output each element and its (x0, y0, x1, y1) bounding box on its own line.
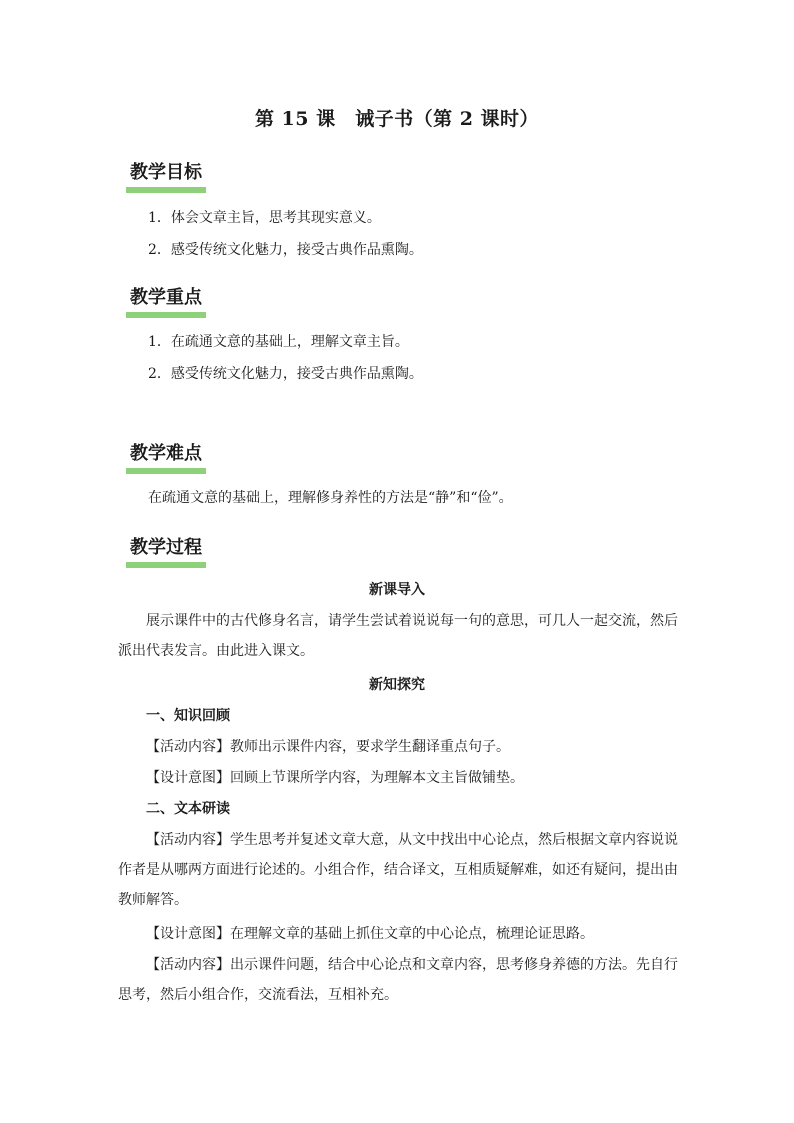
part1-design: 【设计意图】回顾上节课所学内容，为理解本文主旨做铺垫。 (146, 770, 524, 786)
key-point-item-2: 2．感受传统文化魅力，接受古典作品熏陶。 (148, 366, 423, 382)
difficulties-text: 在疏通文意的基础上，理解修身养性的方法是“静”和“俭”。 (148, 490, 513, 506)
intro-title: 新课导入 (369, 582, 425, 598)
lesson-title: 第 15 课 诫子书（第 2 课时） (254, 108, 540, 130)
difficulties-heading: 教学难点 (126, 441, 206, 474)
part2-design-1: 【设计意图】在理解文章的基础上抓住文章的中心论点，梳理论证思路。 (146, 926, 594, 942)
key-points-heading: 教学重点 (126, 285, 206, 318)
part2-activity-2: 【活动内容】出示课件问题，结合中心论点和文章内容，思考修身养德的方法。先自行思考，然后小组合作，交流看法，互相补充。 (118, 957, 678, 1003)
part1-activity: 【活动内容】教师出示课件内容，要求学生翻译重点句子。 (146, 739, 510, 755)
objectives-heading: 教学目标 (126, 160, 206, 193)
key-point-item-1: 1．在疏通文意的基础上，理解文章主旨。 (148, 334, 409, 350)
objective-item-2: 2．感受传统文化魅力，接受古典作品熏陶。 (148, 242, 423, 258)
intro-paragraph: 展示课件中的古代修身名言，请学生尝试着说说每一句的意思，可几人一起交流，然后派出代表发言。由此进入课文。 (118, 613, 678, 659)
part2-title: 二、文本研读 (146, 801, 230, 817)
explore-title: 新知探究 (369, 677, 425, 693)
part1-title: 一、知识回顾 (146, 708, 230, 724)
objective-item-1: 1．体会文章主旨，思考其现实意义。 (148, 210, 381, 226)
process-heading: 教学过程 (126, 535, 206, 568)
part2-activity-1: 【活动内容】学生思考并复述文章大意，从文中找出中心论点，然后根据文章内容说说作者是从哪两方面进行论述的。小组合作，结合译文，互相质疑解难，如还有疑问，提出由教师解答。 (118, 832, 678, 908)
